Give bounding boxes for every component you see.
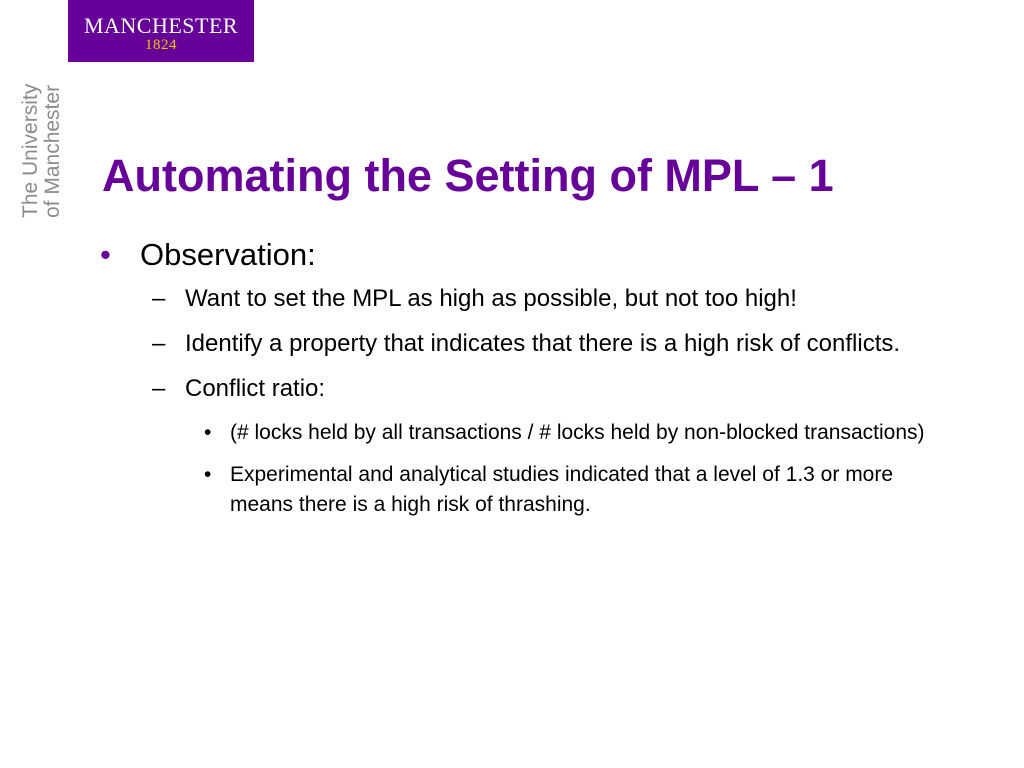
sub-bullet-text: Conflict ratio: — [185, 375, 326, 402]
sub-sub-bullet-ratio-definition — [100, 418, 960, 448]
university-wordmark — [20, 58, 64, 218]
university-logo — [68, 0, 254, 62]
logo-name: MANCHESTER — [83, 13, 239, 38]
logo-year: 1824 — [145, 37, 177, 53]
dash-marker: – — [152, 285, 166, 312]
dash-marker: – — [152, 375, 166, 402]
sub-bullet-mpl-goal — [100, 283, 960, 314]
sub-sub-bullet-text: (# locks held by all transactions / # locks held by non-blocked transactions) — [230, 421, 925, 444]
dash-marker: – — [152, 330, 166, 357]
sub-sub-bullet-text: Experimental and analytical studies indicated that a level of 1.3 or more means there is a high risk of thrashing. — [230, 463, 894, 516]
sub-bullet-identify-property — [100, 328, 960, 359]
small-bullet-marker: • — [204, 463, 212, 486]
small-bullet-marker: • — [204, 421, 212, 444]
sub-bullet-text: Identify a property that indicates that there is a high risk of conflicts. — [185, 330, 901, 357]
sub-sub-bullet-thrashing-level — [100, 460, 960, 520]
sub-bullet-conflict-ratio — [100, 373, 960, 404]
bullet-text: Observation: — [140, 237, 316, 272]
bullet-observation — [100, 235, 960, 275]
slide-content — [100, 235, 960, 532]
wordmark-line-2: of Manchester — [41, 84, 64, 218]
bullet-marker: • — [100, 237, 111, 272]
wordmark-line-1: The University — [19, 83, 42, 218]
slide-title: Automating the Setting of MPL – 1 — [102, 150, 834, 201]
sub-bullet-text: Want to set the MPL as high as possible, but not too high! — [185, 285, 797, 312]
